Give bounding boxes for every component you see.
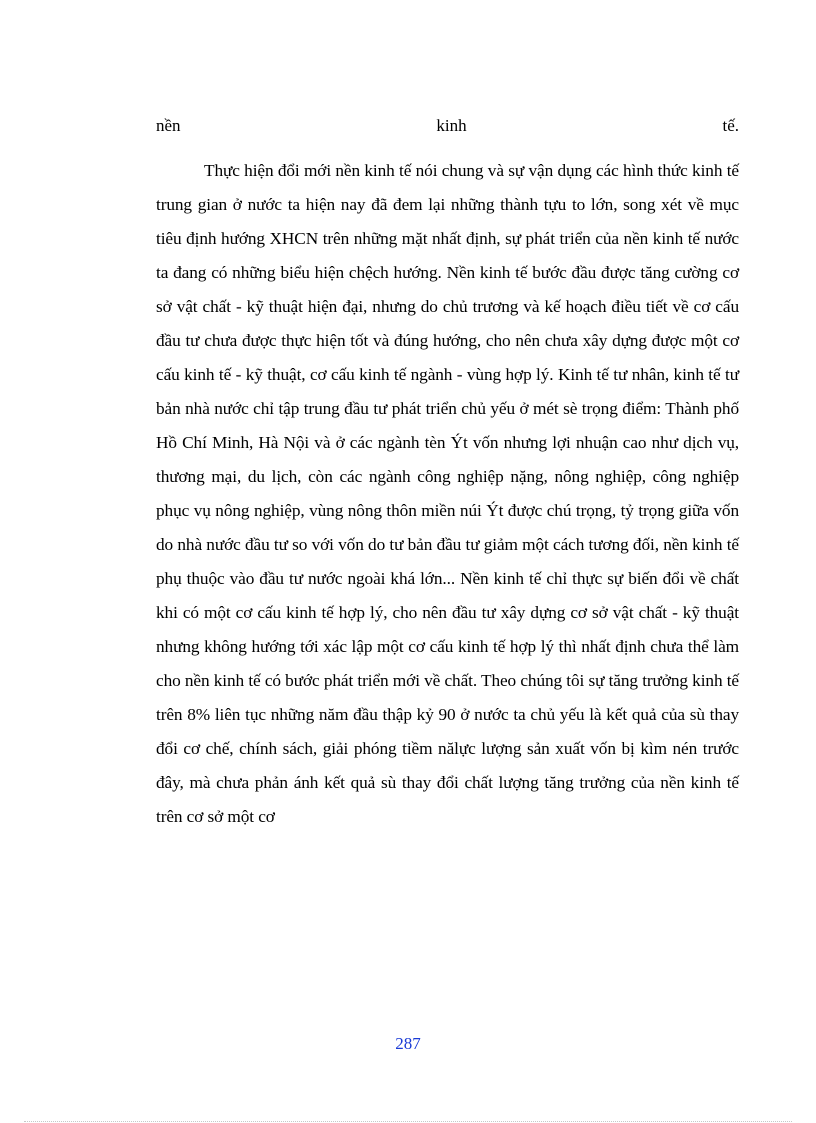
word-te: tế. (722, 116, 739, 135)
body-paragraph: Thực hiện đổi mới nền kinh tế nói chung và sự vận dụng các hình thức kinh tế trung gian ở nước ta hiện nay đã đem lại những thành tựu to lớn, song xét về mục tiêu định hướng XHCN trên những mặt nhất định, sự phát triển của nền kinh tế nước ta đang có những biểu hiện chệch hướng. Nền kinh tế bước đầu được tăng cường cơ sở vật chất - kỹ thuật hiện đại, nhưng do chủ trương và kế hoạch điều tiết về cơ cấu đầu tư chưa được thực hiện tốt và đúng hướng, cho nên chưa xây dựng được một cơ cấu kinh tế - kỹ thuật, cơ cấu kinh tế ngành - vùng hợp lý. Kinh tế tư nhân, kinh tế tư bản nhà nước chỉ tập trung đầu tư phát triển chủ yếu ở mét sè trọng điểm: Thành phố Hồ Chí Minh, Hà Nội và ở các ngành tèn Ýt vốn nhưng lợi nhuận cao như dịch vụ, thương mại, du lịch, còn các ngành công nghiệp nặng, nông nghiệp, công nghiệp phục vụ nông nghiệp, vùng nông thôn miền núi Ýt được chú trọng, tỷ trọng giữa vốn do nhà nước đầu tư so với vốn do tư bản đầu tư giảm một cách tương đối, nền kinh tế phụ thuộc vào đầu tư nước ngoài khá lớn... Nền kinh tế chỉ thực sự biến đổi về chất khi có một cơ cấu kinh tế hợp lý, cho nên đầu tư xây dựng cơ sở vật chất - kỹ thuật nhưng không hướng tới xác lập một cơ cấu kinh tế hợp lý thì nhất định chưa thể làm cho nền kinh tế có bước phát triển mới về chất. Theo chúng tôi sự tăng trưởng kinh tế trên 8% liên tục những năm đầu thập kỷ 90 ở nước ta chủ yếu là kết quả của sù thay đổi cơ chế, chính sách, giải phóng tiềm nălực lượng sản xuất vốn bị kìm nén trước đây, mà chưa phản ánh kết quả sù thay đổi chất lượng tăng trưởng của nền kinh tế trên cơ sở một cơ (156, 161, 739, 826)
justified-line-fragment (156, 116, 739, 142)
page-bottom-dotted-rule (24, 1121, 792, 1122)
page-number: 287 (395, 1034, 421, 1053)
word-nen: nền (156, 116, 181, 135)
word-kinh: kinh (436, 116, 467, 135)
